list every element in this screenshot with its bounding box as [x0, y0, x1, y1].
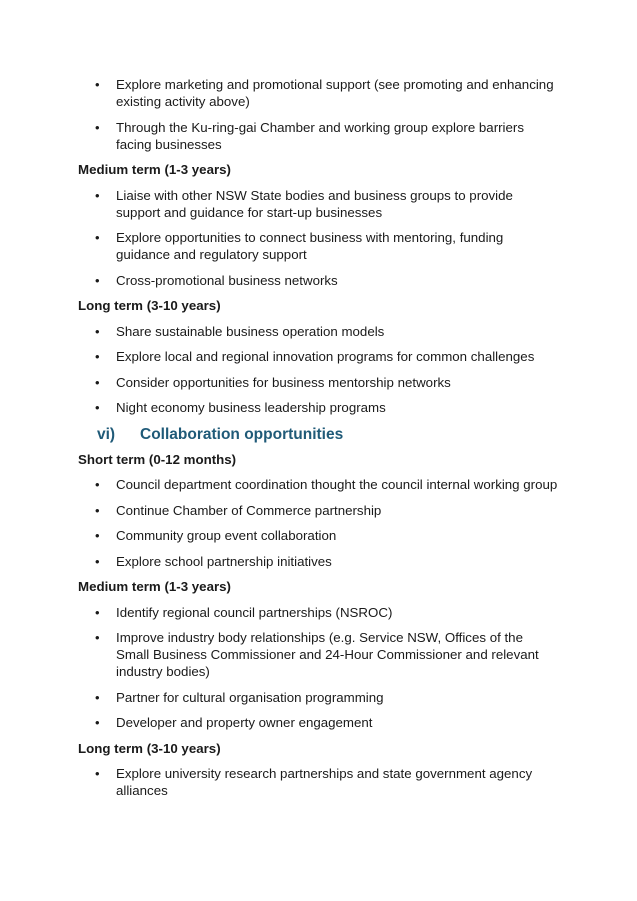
medium-term-heading: Medium term (1-3 years) [78, 162, 231, 177]
list-item: • Explore marketing and promotional support (see promoting and enhancing existing activity above) [78, 76, 558, 110]
list-item: • Cross-promotional business networks [78, 272, 558, 289]
list-item: • Liaise with other NSW State bodies and business groups to provide support and guidance for start-up businesses [78, 187, 558, 221]
medium-term-list [78, 187, 558, 289]
long-term-list [78, 765, 558, 799]
section-number: vi) [97, 425, 116, 443]
list-item: • Consider opportunities for business mentorship networks [78, 374, 558, 391]
section-heading [78, 425, 558, 445]
medium-term-heading: Medium term (1-3 years) [78, 579, 231, 594]
list-item: • Council department coordination thought the council internal working group [78, 476, 558, 493]
list-item: • Explore opportunities to connect business with mentoring, funding guidance and regulatory support [78, 229, 558, 263]
page-content [78, 76, 558, 808]
long-term-heading: Long term (3-10 years) [78, 298, 221, 313]
short-term-list [78, 476, 558, 570]
medium-term-list [78, 604, 558, 732]
list-item: • Explore school partnership initiatives [78, 553, 558, 570]
long-term-list [78, 323, 558, 417]
list-item: • Through the Ku-ring-gai Chamber and working group explore barriers facing businesses [78, 119, 558, 153]
section-title: Collaboration opportunities [140, 425, 344, 443]
intro-bullet-list [78, 76, 558, 153]
long-term-heading: Long term (3-10 years) [78, 740, 221, 756]
list-item: • Community group event collaboration [78, 527, 558, 544]
list-item: • Partner for cultural organisation programming [78, 689, 558, 706]
list-item: • Night economy business leadership programs [78, 399, 558, 416]
list-item: • Share sustainable business operation models [78, 323, 558, 340]
list-item: • Explore local and regional innovation programs for common challenges [78, 348, 558, 365]
list-item: • Identify regional council partnerships (NSROC) [78, 604, 558, 621]
list-item: • Explore university research partnerships and state government agency alliances [78, 765, 558, 799]
list-item: • Developer and property owner engagement [78, 714, 558, 731]
short-term-heading: Short term (0-12 months) [78, 451, 237, 467]
list-item: • Improve industry body relationships (e.g. Service NSW, Offices of the Small Business Commissioner and 24-Hour Commissioner and relevant industry bodies) [78, 629, 558, 680]
list-item: • Continue Chamber of Commerce partnership [78, 502, 558, 519]
